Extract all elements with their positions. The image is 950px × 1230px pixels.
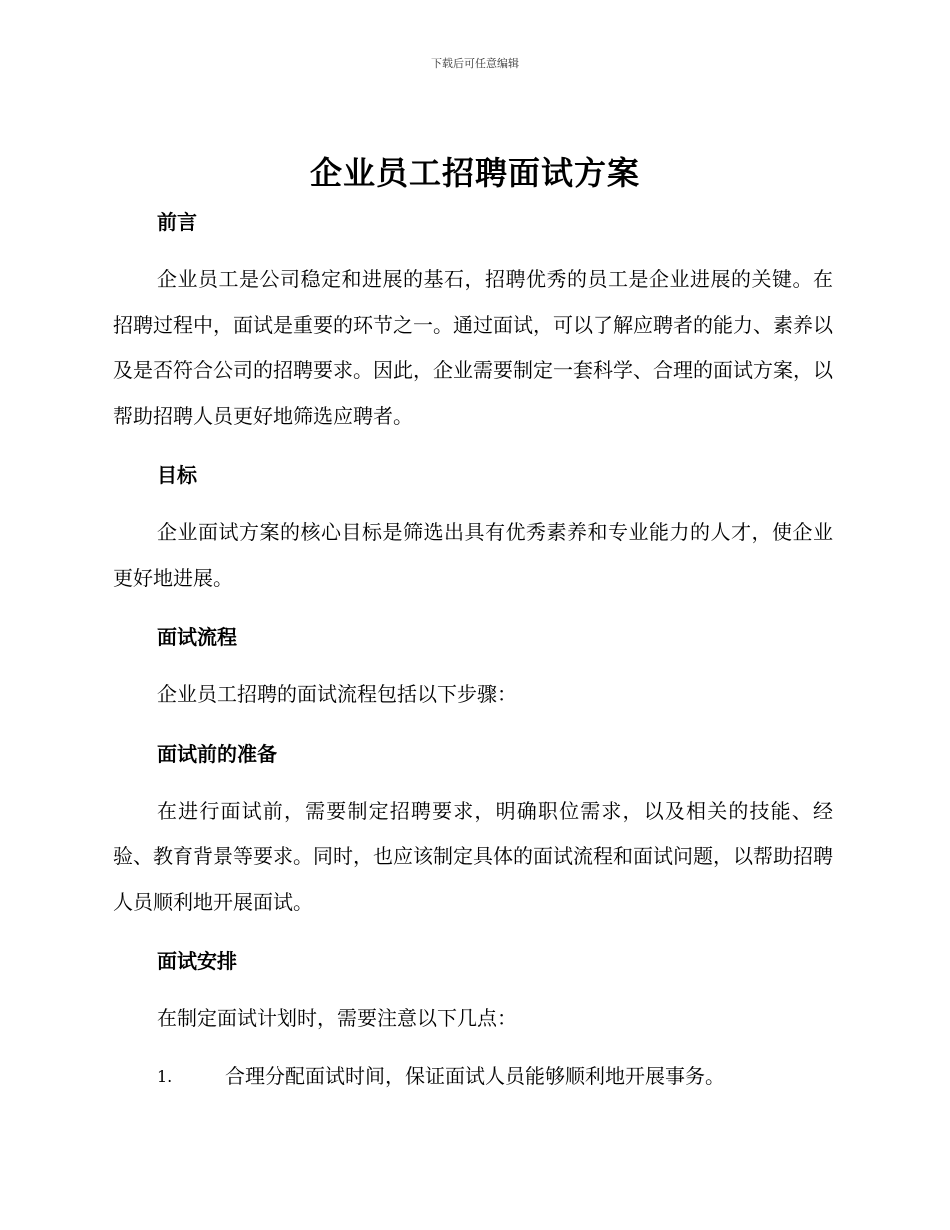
section-heading-process: 面试流程 xyxy=(157,625,237,649)
paragraph-process: 企业员工招聘的面试流程包括以下步骤： xyxy=(157,682,517,706)
list-item-text: 合理分配面试时间，保证面试人员能够顺利地开展事务。 xyxy=(225,1063,725,1088)
section-heading-arrangement: 面试安排 xyxy=(157,949,237,973)
document-title: 企业员工招聘面试方案 xyxy=(309,154,640,192)
list-item-number: 1. xyxy=(157,1066,173,1086)
section-heading-goal: 目标 xyxy=(157,463,197,487)
section-heading-preface: 前言 xyxy=(157,210,197,234)
paragraph-preface: 企业员工是公司稳定和进展的基石，招聘优秀的员工是企业进展的关键。在招聘过程中，面试是重要的环节之一。通过面试，可以了解应聘者的能力、素养以及是否符合公司的招聘要求。因此，企业需要制定一套科学、合理的面试方案，以帮助招聘人员更好地筛选应聘者。 xyxy=(113,267,833,428)
header-note: 下载后可任意编辑 xyxy=(431,57,519,70)
section-heading-preparation: 面试前的准备 xyxy=(157,741,277,766)
paragraph-preparation: 在进行面试前，需要制定招聘要求，明确职位需求，以及相关的技能、经验、教育背景等要求。同时，也应该制定具体的面试流程和面试问题，以帮助招聘人员顺利地开展面试。 xyxy=(113,798,833,914)
paragraph-goal: 企业面试方案的核心目标是筛选出具有优秀素养和专业能力的人才，使企业更好地进展。 xyxy=(113,520,833,590)
list-item xyxy=(113,1054,833,1099)
document-body xyxy=(113,200,833,1099)
paragraph-arrangement: 在制定面试计划时，需要注意以下几点： xyxy=(157,1006,517,1030)
